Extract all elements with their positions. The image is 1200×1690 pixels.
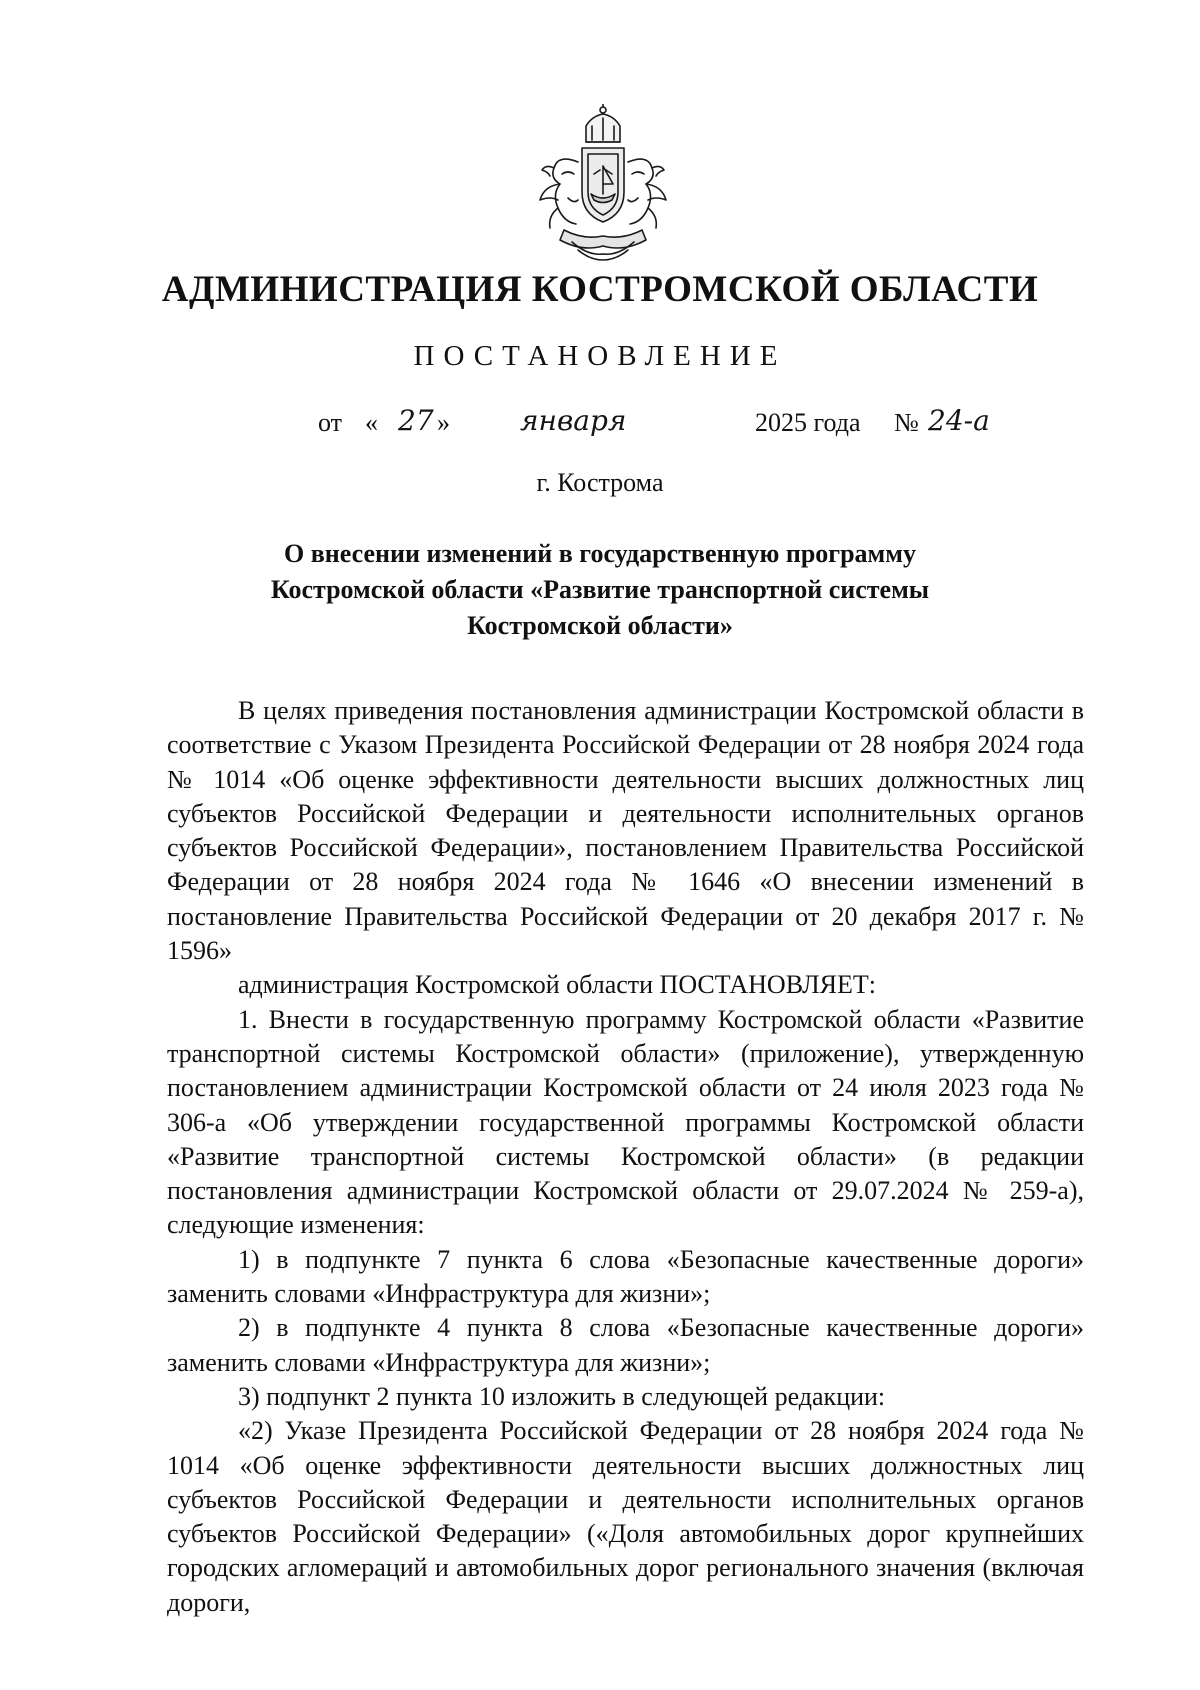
paragraph: 3) подпункт 2 пункта 10 изложить в следующей редакции: <box>238 1381 886 1411</box>
date-line <box>0 404 1200 450</box>
document-type: ПОСТАНОВЛЕНИЕ <box>413 340 787 372</box>
date-year: 2025 года <box>755 408 861 437</box>
paragraph: 1. Внести в государственную программу Костромской области «Развитие транспортной системы Костромской области» (приложение), утвержденную постановлением администрации Костромской области от 24 июля 2023 года № 306-а «Об утверждении государственной программы Костромской области «Развитие транспортной системы Костромской области» (в редакции постановления администрации Костромской области от 29.07.2024 № 259-а), следующие изменения: <box>167 1004 1084 1240</box>
date-prefix: от <box>318 408 343 437</box>
subject-line: Костромской области «Развитие транспортной системы <box>270 575 930 604</box>
paragraph: «2) Указе Президента Российской Федерации от 28 ноября 2024 года № 1014 «Об оценке эффективности деятельности высших должностных лиц субъектов Российской Федерации и деятельности исполнительных органов субъектов Российской Федерации» («Доля автомобильных дорог крупнейших городских агломераций и автомобильных дорог регионального значения (включая дороги, <box>167 1416 1084 1617</box>
date-quote-open: « <box>365 408 378 437</box>
document-body <box>167 694 1084 1620</box>
paragraph: администрация Костромской области ПОСТАНОВЛЯЕТ: <box>238 970 877 1000</box>
paragraph: 2) в подпункте 4 пункта 8 слова «Безопасные качественные дороги» заменить словами «Инфраструктура для жизни»; <box>167 1313 1084 1377</box>
date-month: января <box>520 404 627 437</box>
subject-line: О внесении изменений в государственную программу <box>284 539 916 568</box>
organization-title: АДМИНИСТРАЦИЯ КОСТРОМСКОЙ ОБЛАСТИ <box>161 269 1039 310</box>
paragraph: В целях приведения постановления администрации Костромской области в соответствие с Указом Президента Российской Федерации от 28 ноября 2024 года № 1014 «Об оценке эффективности деятельности высших должностных лиц субъектов Российской Федерации и деятельности исполнительных органов субъектов Российской Федерации», постановлением Правительства Российской Федерации от 28 ноября 2024 года № 1646 «О внесении изменений в постановление Правительства Российской Федерации от 20 декабря 2017 г. № 1596» <box>167 696 1084 966</box>
paragraph: 1) в подпункте 7 пункта 6 слова «Безопасные качественные дороги» заменить словами «Инфраструктура для жизни»; <box>167 1244 1084 1309</box>
date-day: 27 <box>398 404 434 437</box>
date-quote-close: » <box>437 408 450 437</box>
coat-of-arms-icon <box>528 104 678 264</box>
number-sign: № <box>894 408 919 437</box>
document-subject <box>180 536 1020 644</box>
subject-line: Костромской области» <box>467 611 733 640</box>
city: г. Кострома <box>536 468 664 497</box>
document-number: 24-а <box>928 404 990 437</box>
